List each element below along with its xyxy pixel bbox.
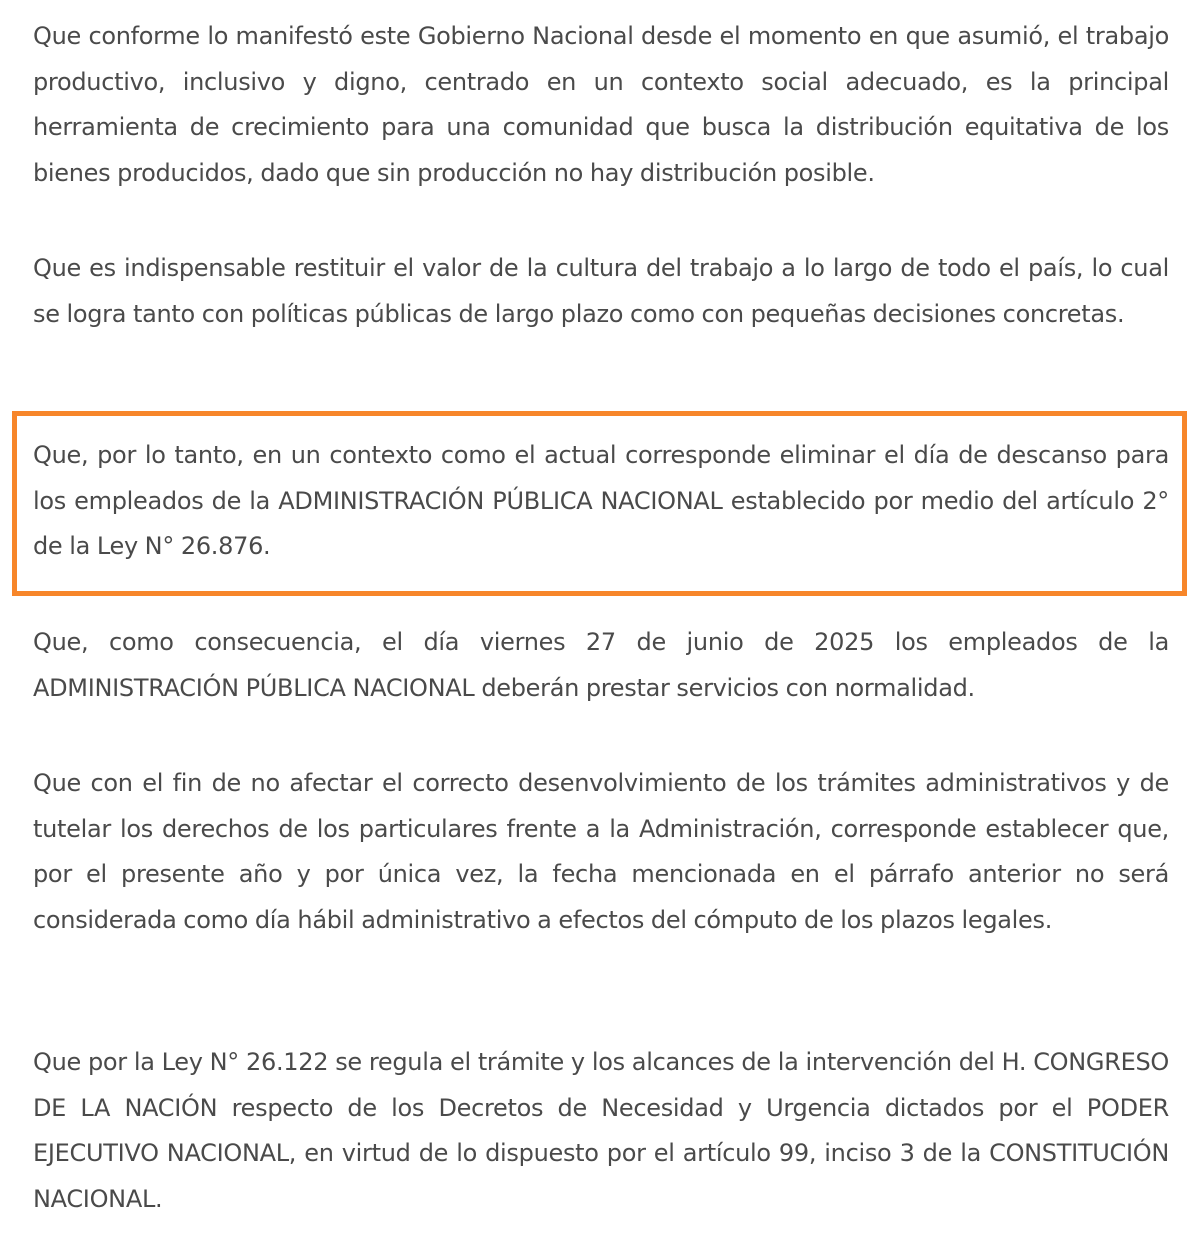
paragraph-3-highlighted: Que, por lo tanto, en un contexto como el actual corresponde eliminar el día de descanso para los empleados de la ADMINISTRACIÓN PÚBLICA NACIONAL establecido por medio del artículo 2° de la Ley N° 26.876. — [33, 441, 1169, 560]
paragraph-6: Que por la Ley N° 26.122 se regula el trámite y los alcances de la intervención del H. CONGRESO DE LA NACIÓN respecto de los Decretos de Necesidad y Urgencia dictados por el PODER EJECUTIVO NACIONAL, en virtud de lo dispuesto por el artículo 99, inciso 3 de la CONSTITUCIÓN NACIONAL. — [33, 1048, 1169, 1213]
paragraph-1: Que conforme lo manifestó este Gobierno Nacional desde el momento en que asumió, el trabajo productivo, inclusivo y digno, centrado en un contexto social adecuado, es la principal herramienta de crecimiento para una comunidad que busca la distribución equitativa de los bienes producidos, dado que sin producción no hay distribución posible. — [33, 22, 1169, 187]
paragraph-4: Que, como consecuencia, el día viernes 27 de junio de 2025 los empleados de la ADMINISTRACIÓN PÚBLICA NACIONAL deberán prestar servicios con normalidad. — [33, 628, 1169, 702]
paragraph-2: Que es indispensable restituir el valor de la cultura del trabajo a lo largo de todo el país, lo cual se logra tanto con políticas públicas de largo plazo como con pequeñas decisiones concretas. — [33, 254, 1169, 328]
paragraph-5: Que con el fin de no afectar el correcto desenvolvimiento de los trámites administrativos y de tutelar los derechos de los particulares frente a la Administración, corresponde establecer que, por el presente año y por única vez, la fecha mencionada en el párrafo anterior no será considerada como día hábil administrativo a efectos del cómputo de los plazos legales. — [33, 769, 1169, 934]
